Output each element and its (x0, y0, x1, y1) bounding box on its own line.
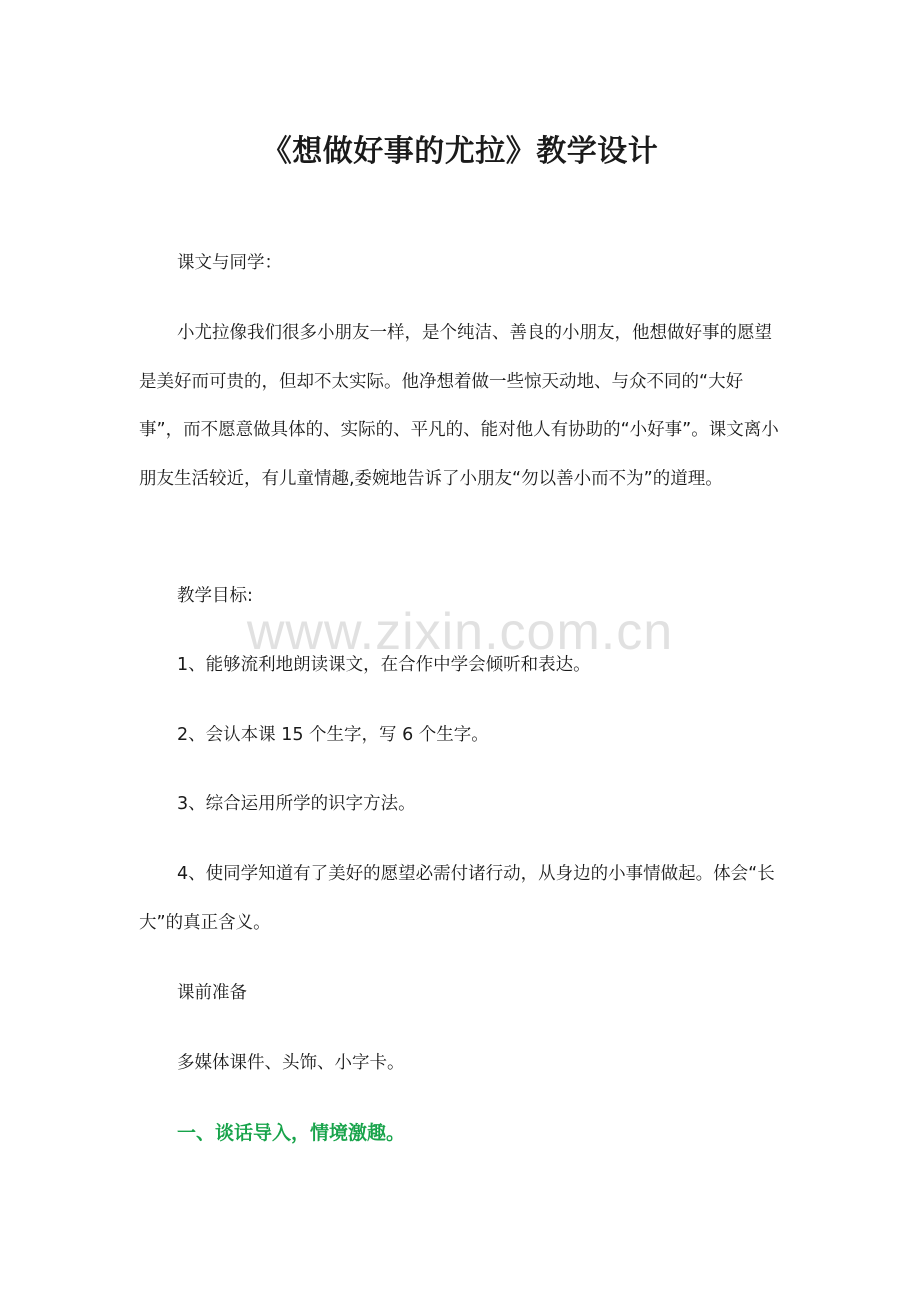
goal-item-2: 2、会认本课 15 个生字，写 6 个生字。 (177, 725, 489, 745)
paragraph-lesson-intro-label: 课文与同学： (177, 253, 282, 273)
paragraph-lesson-intro: 小尤拉像我们很多小朋友一样，是个纯洁、善良的小朋友，他想做好事的愿望是美好而可贵的，但却不太实际。他净想着做一些惊天动地、与众不同的“大好事”，而不愿意做具体的、实际的、平凡的、能对他人有协助的“小好事”。课文离小朋友生活较近，有儿童情趣,委婉地告诉了小朋友“勿以善小而不为”的道理。 (139, 323, 779, 489)
goal-item-4: 4、使同学知道有了美好的愿望必需付诸行动，从身边的小事情做起。体会“长大”的真正含义。 (139, 864, 775, 933)
paragraph-preparation: 多媒体课件、头饰、小字卡。 (177, 1053, 405, 1073)
paragraph-preparation-label: 课前准备 (177, 983, 247, 1003)
paragraph-goals-label: 教学目标: (177, 586, 253, 606)
section-heading: 一、谈话导入，情境激趣。 (177, 1122, 406, 1144)
watermark: www.zixin.com.cn (246, 603, 674, 661)
goal-item-1: 1、能够流利地朗读课文，在合作中学会倾听和表达。 (177, 655, 591, 675)
document-title: 《想做好事的尤拉》教学设计 (261, 134, 659, 169)
goal-item-3: 3、综合运用所学的识字方法。 (177, 794, 416, 814)
